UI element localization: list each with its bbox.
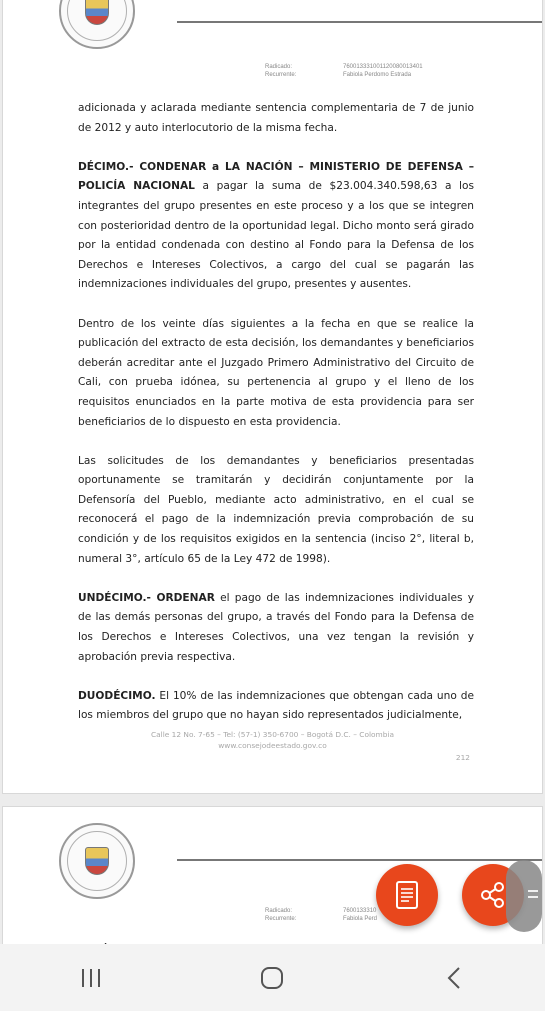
paragraph-undecimo bbox=[78, 589, 474, 667]
recent-apps-icon bbox=[79, 967, 103, 989]
radicado-label: Radicado: bbox=[265, 908, 293, 914]
recurrente-value: Fabiola Perd bbox=[343, 916, 378, 922]
clause-text: a pagar la suma de $23.004.340.598,63 a los integrantes del grupo presentes en este proceso y a los que se integren con posterioridad dentro de la oportunidad legal. Dicho monto será girado por la entidad condenada con destino al Fondo para la Defensa de los Derechos e Intereses Colectivos, a cargo del cual se pagarán las indemnizaciones individuales del grupo, presentes y ausentes. bbox=[78, 180, 474, 291]
page-number: 212 bbox=[455, 753, 470, 762]
radicado-value: 76001333100112008001340​1 bbox=[343, 64, 423, 70]
document-icon bbox=[394, 880, 420, 910]
clause-text: El 10% de las indemnizaciones que obtengan cada uno de los miembros del grupo que no hayan sido representados judicialmente, bbox=[78, 689, 474, 722]
paragraph-duodecimo bbox=[78, 687, 474, 726]
paragraph: adicionada y aclarada mediante sentencia complementaria de 7 de junio de 2012 y auto interlocutorio de la misma fecha. bbox=[78, 102, 474, 134]
clause-text: el pago de las indemnizaciones individuales y de las demás personas del grupo, a través del Fondo para la Defensa de los Derechos e Intereses Colectivos, una vez tengan la revisión y aprobación previa respectiva. bbox=[78, 591, 474, 663]
document-view-button[interactable] bbox=[376, 864, 438, 926]
footer-website: www.consejodeestado.gov.co bbox=[218, 741, 327, 750]
home-icon bbox=[260, 966, 284, 990]
radicado-label: Radicado: bbox=[265, 64, 293, 70]
recent-apps-button[interactable] bbox=[61, 953, 121, 1003]
clause-heading: DUODÉCIMO. bbox=[78, 689, 156, 702]
consejo-de-estado-seal bbox=[59, 823, 135, 899]
paragraph: Las solicitudes de los demandantes y beneficiarios presentadas oportunamente se tramitarán y decidirán conjuntamente por la Defensoría del Pueblo, mediante acto administrativo, en el cual se reconocerá el pago de la indemnización previa comprobación de su condición y de los requisitos exigidos en la sentencia (inciso 2°, literal b, numeral 3°, artículo 65 de la Ley 472 de 1998). bbox=[78, 454, 474, 565]
system-navigation-bar bbox=[0, 944, 545, 1011]
consejo-de-estado-seal bbox=[59, 0, 135, 49]
header-rule bbox=[177, 21, 542, 23]
radicado-value: 7600133310 bbox=[343, 908, 377, 914]
recurrente-label: Recurrente: bbox=[265, 72, 297, 78]
document-text bbox=[78, 99, 474, 746]
recurrente-value: Fabiola Perdomo Estrada bbox=[343, 72, 412, 78]
document-page bbox=[2, 0, 543, 794]
header-rule bbox=[177, 859, 542, 861]
page-footer bbox=[3, 729, 542, 751]
back-icon bbox=[446, 966, 462, 990]
case-reference bbox=[265, 907, 377, 923]
recurrente-label: Recurrente: bbox=[265, 916, 297, 922]
paragraph-decimo bbox=[78, 158, 474, 295]
case-reference bbox=[265, 63, 423, 79]
footer-address: Calle 12 No. 7-65 – Tel: (57-1) 350-6700 – Bogotá D.C. – Colombia bbox=[150, 730, 395, 739]
clause-heading: UNDÉCIMO.- ORDENAR bbox=[78, 591, 215, 604]
clause-heading: DÉCIMO.- CONDENAR a LA NACIÓN – MINISTERIO DE DEFENSA – POLICÍA NACIONAL bbox=[78, 160, 474, 193]
share-icon bbox=[478, 880, 508, 910]
home-button[interactable] bbox=[242, 953, 302, 1003]
paragraph: Dentro de los veinte días siguientes a la fecha en que se realice la publicación del extracto de esta decisión, los demandantes y beneficiarios deberán acreditar ante el Juzgado Primero Administrativo del Circuito de Cali, con prueba idónea, su pertenencia al grupo y el lleno de los requisitos enunciados en la parte motiva de esta providencia para ser beneficiarios de lo dispuesto en esta providencia. bbox=[78, 317, 474, 428]
scroll-handle[interactable] bbox=[506, 860, 542, 932]
back-button[interactable] bbox=[424, 953, 484, 1003]
